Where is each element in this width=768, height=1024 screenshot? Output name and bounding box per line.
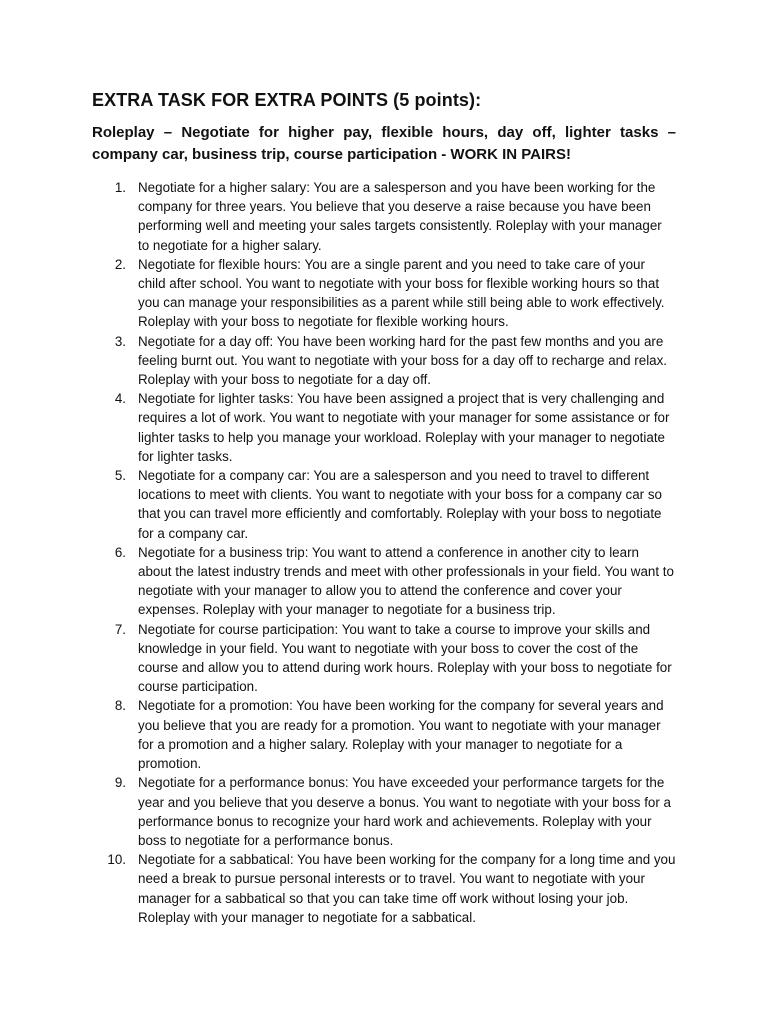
list-item: [92, 466, 676, 543]
list-item-text: Negotiate for a promotion: You have been working for the company for several years and you believe that you are ready for a promotion. You want to negotiate with your manager for a promotion and a higher salary. Roleplay with your manager to negotiate for a promotion.: [138, 698, 664, 772]
page-title: EXTRA TASK FOR EXTRA POINTS (5 points):: [92, 90, 482, 110]
list-item-number: 2.: [114, 256, 126, 272]
list-item: [92, 850, 676, 927]
list-item-number: 5.: [114, 468, 126, 484]
list-item-text: Negotiate for course participation: You want to take a course to improve your skills and knowledge in your field. You want to negotiate with your boss to cover the cost of the course and allow you to attend during work hours. Roleplay with your boss to negotiate for course participation.: [138, 621, 672, 695]
list-item: [92, 696, 676, 773]
task-list: [92, 178, 676, 927]
list-item: [92, 620, 676, 697]
list-item: [92, 773, 676, 850]
list-item-text: Negotiate for a day off: You have been working hard for the past few months and you are feeling burnt out. You want to negotiate with your boss for a day off to recharge and relax. Roleplay with your boss to negotiate for a day off.: [138, 333, 668, 388]
list-item-number: 4.: [114, 391, 126, 407]
list-item-text: Negotiate for a higher salary: You are a salesperson and you have been working for the company for three years. You believe that you deserve a raise because you have been performing well and meeting your sales targets consistently. Roleplay with your manager to negotiate for a higher salary.: [138, 180, 662, 253]
list-item-text: Negotiate for flexible hours: You are a single parent and you need to take care of your child after school. You want to negotiate with your boss for flexible working hours so that you can manage your responsibilities as a parent while still being able to work effectively. Roleplay with your boss to negotiate for flexible working hours.: [138, 256, 665, 330]
list-item: [92, 178, 676, 255]
list-item-text: Negotiate for a sabbatical: You have been working for the company for a long time and you need a break to pursue personal interests or to travel. You want to negotiate with your manager for a sabbatical so that you can take time off work without losing your job. Roleplay with your manager to negotiate for a sabbatical.: [138, 852, 676, 925]
list-item: [92, 543, 676, 620]
list-item: [92, 389, 676, 466]
list-item-number: 7.: [114, 621, 126, 637]
list-item-number: 3.: [114, 333, 126, 349]
list-item-text: Negotiate for a performance bonus: You have exceeded your performance targets for the year and you believe that you deserve a bonus. You want to negotiate with your boss for a performance bonus to recognize your hard work and achievements. Roleplay with your boss to negotiate for a performance bonus.: [138, 775, 672, 848]
list-item-text: Negotiate for lighter tasks: You have been assigned a project that is very challenging and requires a lot of work. You want to negotiate with your manager for some assistance or for lighter tasks to help you manage your workload. Roleplay with your manager to negotiate for lighter tasks.: [138, 391, 670, 464]
document-page: [92, 88, 676, 927]
list-item-number: 6.: [114, 544, 126, 560]
task-instructions: Roleplay – Negotiate for higher pay, flexible hours, day off, lighter tasks – company car, business trip, course participation - WORK IN PAIRS!: [92, 124, 676, 163]
list-item-number: 10.: [107, 852, 126, 868]
list-item-number: 8.: [114, 698, 126, 714]
list-item: [92, 255, 676, 332]
list-item-text: Negotiate for a business trip: You want to attend a conference in another city to learn about the latest industry trends and meet with other professionals in your field. You want to negotiate with your manager to allow you to attend the conference and cover your expenses. Roleplay with your manager to negotiate for a business trip.: [138, 544, 674, 618]
list-item-number: 1.: [114, 180, 126, 195]
list-item-number: 9.: [114, 775, 126, 791]
list-item: [92, 332, 676, 390]
list-item-text: Negotiate for a company car: You are a salesperson and you need to travel to different locations to meet with clients. You want to negotiate with your boss for a company car so that you can travel more efficiently and comfortably. Roleplay with your boss to negotiate for a company car.: [138, 468, 663, 541]
